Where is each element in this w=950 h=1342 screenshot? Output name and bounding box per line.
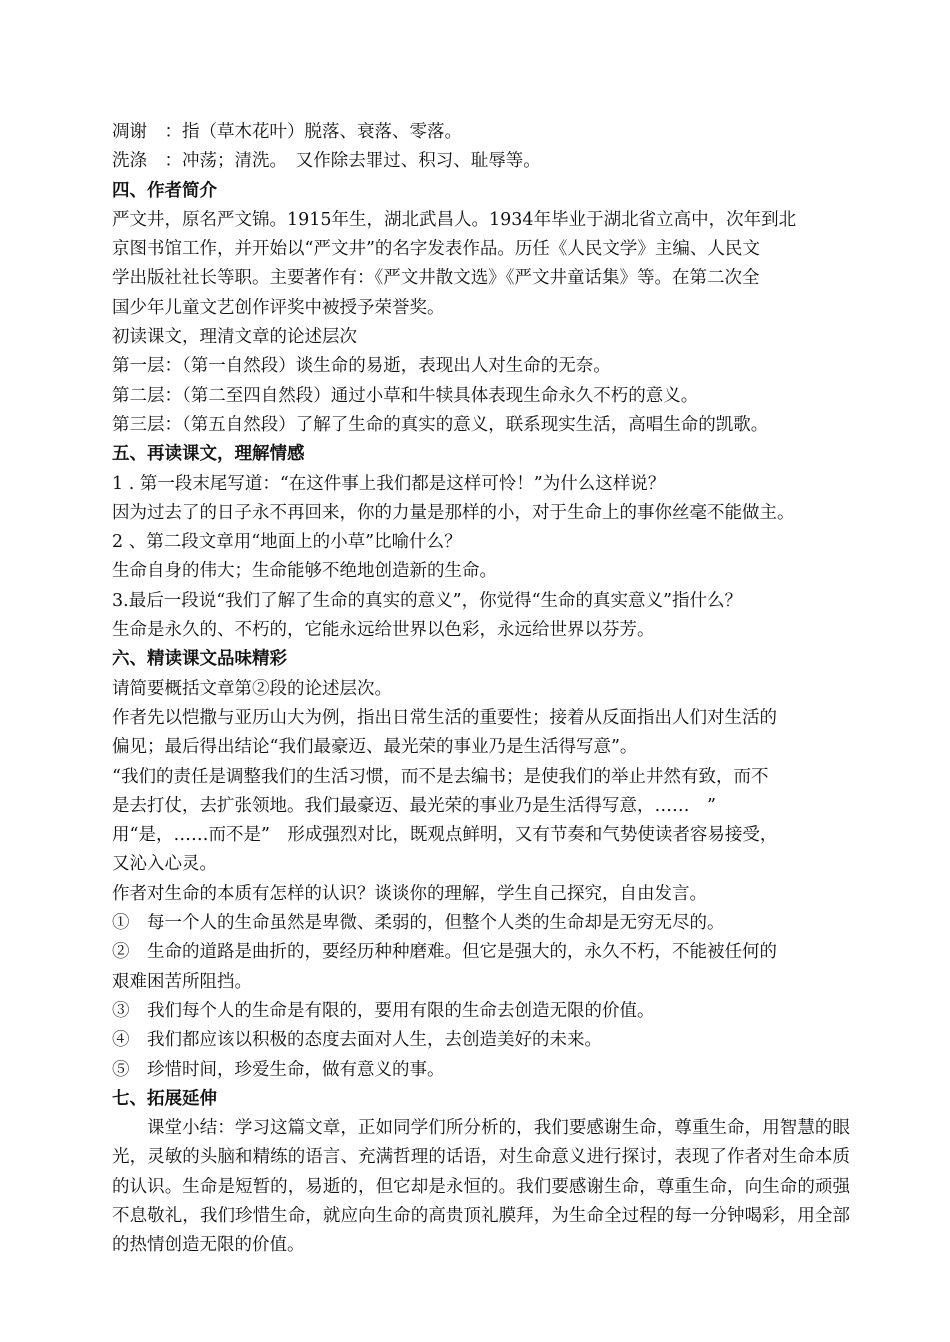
line-14: 因为过去了的日子永不再回来，你的力量是那样的小，对于生命上的事你丝毫不能做主。 — [112, 502, 795, 523]
line-21: 作者先以恺撒与亚历山大为例，指出日常生活的重要性；接着从反面指出人们对生活的 — [112, 707, 777, 728]
list-item-2-cont: 艰难困苦所阻挡。 — [112, 971, 252, 992]
heading-author-intro: 四、作者简介 — [112, 180, 217, 201]
document-page — [112, 118, 850, 1261]
line-25: 用“是，……而不是” 形成强烈对比，既观点鲜明，又有节奏和气势使读者容易接受， — [112, 825, 778, 846]
heading-reread: 五、再读课文，理解情感 — [112, 444, 305, 465]
list-item-3: ③ 我们每个人的生命是有限的，要用有限的生命去创造无限的价值。 — [112, 1000, 655, 1021]
line-04: 严文井，原名严文锦。1915年生，湖北武昌人。1934年毕业于湖北省立高中，次年到北 — [112, 209, 797, 230]
line-20: 请简要概括文章第②段的论述层次。 — [112, 678, 392, 699]
line-22: 偏见；最后得出结论“我们最豪迈、最光荣的事业乃是生活得写意”。 — [112, 737, 638, 758]
line-09: 第一层：（第一自然段）谈生命的易逝，表现出人对生命的无奈。 — [112, 356, 611, 377]
line-05: 京图书馆工作，并开始以“严文井”的名字发表作品。历任《人民文学》主编、人民文 — [112, 239, 760, 260]
line-11: 第三层：（第五自然段）了解了生命的真实的意义，联系现实生活，高唱生命的凯歌。 — [112, 414, 769, 435]
list-item-5: ⑤ 珍惜时间，珍爱生命，做有意义的事。 — [112, 1059, 445, 1080]
line-07: 国少年儿童文艺创作评奖中被授予荣誉奖。 — [112, 297, 445, 318]
line-13: 1 . 第一段末尾写道：“在这件事上我们都是这样可怜！”为什么这样说？ — [112, 473, 666, 494]
line-06: 学出版社社长等职。主要著作有：《严文井散文选》《严文井童话集》等。在第二次全 — [112, 268, 760, 289]
heading-extension: 七、拓展延伸 — [112, 1088, 217, 1109]
line-23: “我们的责任是调整我们的生活习惯，而不是去编书；是使我们的举止井然有致，而不 — [112, 766, 769, 787]
line-08: 初读课文，理清文章的论述层次 — [112, 327, 357, 348]
class-summary-paragraph: 课堂小结：学习这篇文章，正如同学们所分析的，我们要感谢生命，尊重生命，用智慧的眼光，灵敏的头脑和精练的语言、充满哲理的话语，对生命意义进行探讨，表现了作者对生命本质的认识。生命是短暂的，易逝的，但它却是永恒的。我们要感谢生命，尊重生命，向生命的顽强不息敬礼，我们珍惜生命，就应向生命的高贵顶礼膜拜，为生命全过程的每一分钟喝彩，用全部的热情创造无限的价值。 — [112, 1118, 850, 1256]
line-10: 第二层：（第二至四自然段）通过小草和牛犊具体表现生命永久不朽的意义。 — [112, 385, 699, 406]
list-item-1: ① 每一个人的生命虽然是卑微、柔弱的，但整个人类的生命却是无穷无尽的。 — [112, 913, 725, 934]
heading-close-reading: 六、精读课文品味精彩 — [112, 649, 287, 670]
line-27: 作者对生命的本质有怎样的认识？谈谈你的理解，学生自己探究，自由发言。 — [112, 883, 707, 904]
line-24: 是去打仗，去扩张领地。我们最豪迈、最光荣的事业乃是生活得写意，…… ” — [112, 795, 716, 816]
line-17: 3.最后一段说“我们了解了生命的真实的意义”，你觉得“生命的真实意义”指什么？ — [112, 590, 742, 611]
line-01: 凋谢 ：指（草木花叶）脱落、衰落、零落。 — [112, 122, 462, 142]
line-15: 2 、第二段文章用“地面上的小草”比喻什么？ — [112, 532, 462, 553]
line-26: 又沁入心灵。 — [112, 854, 217, 875]
line-02: 洗涤 ：冲荡；清洗。 又作除去罪过、积习、耻辱等。 — [112, 151, 541, 172]
list-item-2: ② 生命的道路是曲折的，要经历种种磨难。但它是强大的，永久不朽，不能被任何的 — [112, 942, 777, 963]
list-item-4: ④ 我们都应该以积极的态度去面对人生，去创造美好的未来。 — [112, 1030, 602, 1051]
line-18: 生命是永久的、不朽的，它能永远给世界以色彩，永远给世界以芬芳。 — [112, 620, 655, 641]
line-16: 生命自身的伟大；生命能够不绝地创造新的生命。 — [112, 561, 497, 582]
